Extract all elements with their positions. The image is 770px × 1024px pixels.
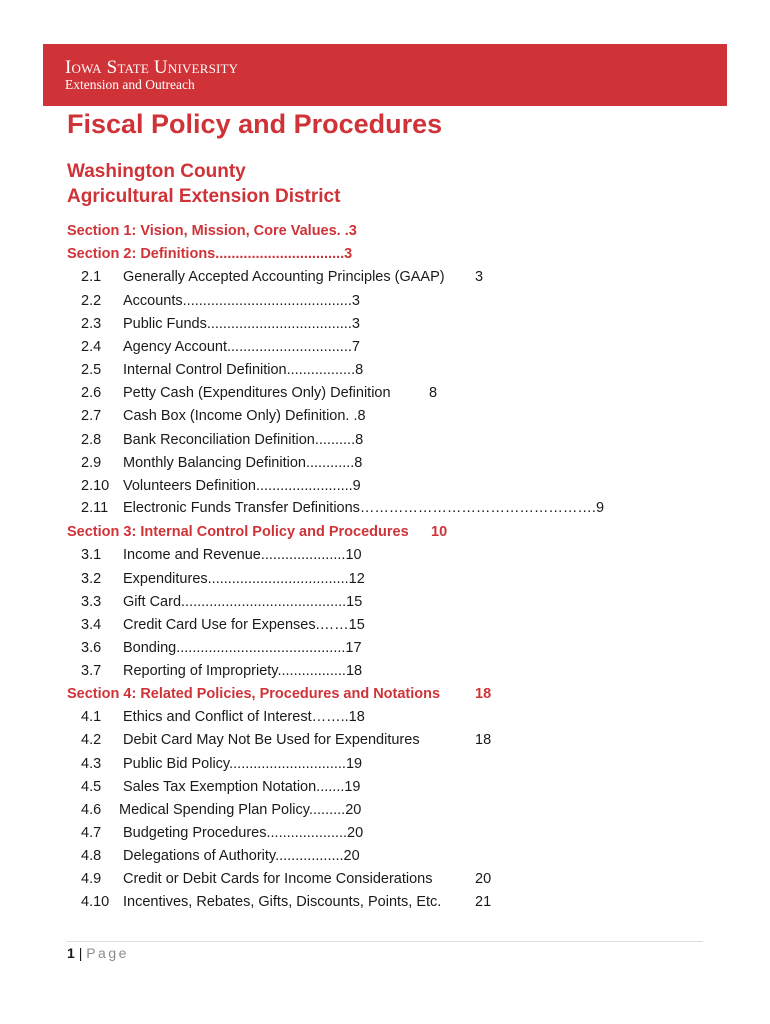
toc-item-text: Expenditures...................................12 bbox=[123, 571, 365, 587]
toc-item-page: 18 bbox=[475, 732, 492, 748]
toc-section-4[interactable] bbox=[67, 685, 492, 703]
toc-item-number: 4.6 bbox=[81, 802, 102, 818]
toc-item-text: Cash Box (Income Only) Definition. .8 bbox=[123, 408, 366, 424]
footer-separator: | bbox=[78, 945, 83, 961]
district-name: Agricultural Extension District bbox=[67, 186, 341, 207]
document-title: Fiscal Policy and Procedures bbox=[67, 109, 443, 139]
toc-item-text: Income and Revenue.....................10 bbox=[123, 547, 362, 563]
toc-item-number: 4.3 bbox=[81, 756, 102, 772]
toc-item-number: 3.4 bbox=[81, 617, 102, 633]
toc-item-number: 4.10 bbox=[81, 894, 110, 910]
toc-item-page: 21 bbox=[475, 894, 492, 910]
toc-item-number: 2.2 bbox=[81, 293, 102, 309]
toc-item-number: 2.1 bbox=[81, 269, 102, 285]
toc-section-text: Section 4: Related Policies, Procedures and Notations bbox=[67, 686, 441, 702]
toc-item-text: Reporting of Impropriety.................18 bbox=[123, 663, 363, 679]
toc-item-text: Sales Tax Exemption Notation.......19 bbox=[123, 779, 361, 795]
toc-section-3[interactable] bbox=[67, 523, 448, 541]
toc-item-text: Incentives, Rebates, Gifts, Discounts, Points, Etc. bbox=[123, 894, 442, 910]
isu-logo bbox=[65, 58, 238, 92]
toc-item-text: Bank Reconciliation Definition..........8 bbox=[123, 432, 364, 448]
page-number: 1 bbox=[67, 945, 75, 961]
county-name: Washington County bbox=[67, 161, 246, 182]
toc-section-1[interactable]: Section 1: Vision, Mission, Core Values. .3 bbox=[67, 223, 357, 239]
toc-item-number: 2.9 bbox=[81, 455, 102, 471]
toc-item-number: 2.3 bbox=[81, 316, 102, 332]
toc-item-number: 4.2 bbox=[81, 732, 102, 748]
toc-item-number: 4.1 bbox=[81, 709, 102, 725]
toc-item-text: Delegations of Authority.................20 bbox=[123, 848, 360, 864]
toc-item-number: 4.5 bbox=[81, 779, 102, 795]
toc-item-number: 4.8 bbox=[81, 848, 102, 864]
toc-item-number: 4.7 bbox=[81, 825, 102, 841]
toc-item-number: 4.9 bbox=[81, 871, 102, 887]
toc-section-page: 18 bbox=[475, 686, 492, 702]
toc-item-number: 3.1 bbox=[81, 547, 102, 563]
toc-item-text: Ethics and Conflict of Interest……..18 bbox=[123, 709, 365, 725]
toc-item-number: 2.8 bbox=[81, 432, 102, 448]
page-label: Page bbox=[86, 945, 129, 961]
toc-item-number: 2.7 bbox=[81, 408, 102, 424]
toc-item-text: Electronic Funds Transfer Definitions………………………………………….9 bbox=[123, 500, 605, 516]
logo-sub-text: Extension and Outreach bbox=[65, 77, 195, 92]
toc-item-text: Medical Spending Plan Policy.........20 bbox=[119, 802, 362, 818]
page-footer bbox=[67, 945, 129, 961]
toc-item-text: Monthly Balancing Definition............8 bbox=[123, 455, 363, 471]
toc-item-number: 2.11 bbox=[81, 500, 109, 516]
toc-item-text: Public Funds....................................3 bbox=[123, 316, 360, 332]
toc-item-number: 3.6 bbox=[81, 640, 102, 656]
toc-item-number: 3.3 bbox=[81, 594, 102, 610]
toc-item-page: 3 bbox=[475, 269, 484, 285]
toc-section-text: Section 3: Internal Control Policy and Procedures bbox=[67, 524, 409, 540]
toc-item-number: 3.7 bbox=[81, 663, 102, 679]
toc-item-page: 8 bbox=[429, 385, 438, 401]
toc-item-text: Volunteers Definition........................9 bbox=[123, 478, 361, 494]
toc-item-number: 2.6 bbox=[81, 385, 102, 401]
toc-item-number: 2.10 bbox=[81, 478, 110, 494]
toc-item-text: Accounts..........................................3 bbox=[123, 293, 360, 309]
toc-item-text: Debit Card May Not Be Used for Expenditures bbox=[123, 732, 420, 748]
toc-item-text: Bonding..........................................17 bbox=[123, 640, 362, 656]
toc-item-number: 3.2 bbox=[81, 571, 102, 587]
toc-item-text: Internal Control Definition.................8 bbox=[123, 362, 364, 378]
toc-item-text: Petty Cash (Expenditures Only) Definition bbox=[123, 385, 391, 401]
toc-item-text: Generally Accepted Accounting Principles (GAAP) bbox=[123, 269, 445, 285]
header-banner bbox=[43, 44, 727, 106]
toc-section-page: 10 bbox=[431, 524, 448, 540]
toc-item-page: 20 bbox=[475, 871, 492, 887]
logo-main-text: Iowa State University bbox=[65, 57, 239, 78]
toc-item-text: Gift Card.........................................15 bbox=[123, 594, 363, 610]
toc-item-text: Credit Card Use for Expenses.……15 bbox=[123, 617, 365, 633]
footer-divider bbox=[67, 941, 703, 942]
toc-item-number: 2.4 bbox=[81, 339, 102, 355]
toc-item-text: Credit or Debit Cards for Income Considerations bbox=[123, 871, 433, 887]
toc-item-text: Agency Account...............................7 bbox=[123, 339, 360, 355]
toc-item-text: Budgeting Procedures....................20 bbox=[123, 825, 364, 841]
toc-section-2[interactable]: Section 2: Definitions................................3 bbox=[67, 246, 353, 262]
toc-item-number: 2.5 bbox=[81, 362, 102, 378]
toc-item-text: Public Bid Policy.............................19 bbox=[123, 756, 363, 772]
